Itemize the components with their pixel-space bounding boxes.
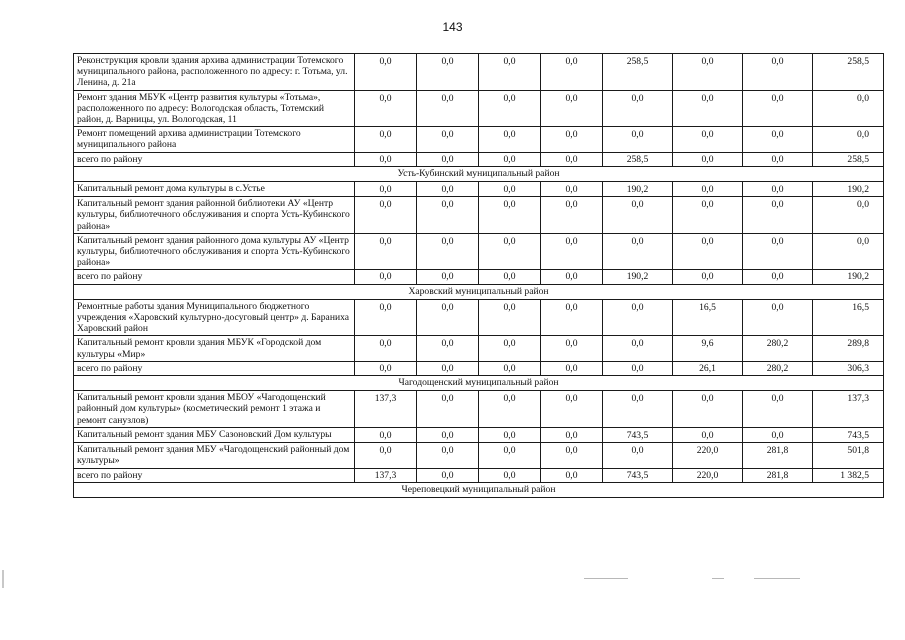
value-cell: 137,3 (355, 391, 417, 428)
value-cell: 0,0 (541, 427, 603, 442)
value-cell: 0,0 (673, 197, 743, 234)
value-cell: 0,0 (673, 391, 743, 428)
section-header-row (74, 284, 884, 299)
table-row (74, 443, 884, 468)
value-cell: 0,0 (603, 361, 673, 375)
district-total-row (74, 361, 884, 375)
value-cell: 0,0 (417, 54, 479, 91)
value-cell: 190,2 (603, 270, 673, 284)
scan-artifact-line (584, 578, 628, 579)
value-cell: 0,0 (673, 90, 743, 127)
value-cell: 0,0 (673, 152, 743, 166)
table-row (74, 54, 884, 91)
value-cell: 0,0 (479, 336, 541, 361)
value-cell: 0,0 (541, 336, 603, 361)
value-cell: 0,0 (541, 468, 603, 482)
value-cell: 137,3 (813, 391, 884, 428)
value-cell: 0,0 (355, 233, 417, 270)
value-cell: 0,0 (813, 233, 884, 270)
value-cell: 0,0 (541, 90, 603, 127)
value-cell: 0,0 (417, 90, 479, 127)
value-cell: 0,0 (813, 127, 884, 152)
value-cell: 0,0 (603, 197, 673, 234)
section-title: Усть-Кубинский муниципальный район (74, 166, 884, 181)
value-cell: 306,3 (813, 361, 884, 375)
section-header-row (74, 166, 884, 181)
section-header-row (74, 482, 884, 497)
value-cell: 743,5 (603, 468, 673, 482)
value-cell: 0,0 (479, 233, 541, 270)
value-cell: 0,0 (479, 468, 541, 482)
value-cell: 0,0 (479, 427, 541, 442)
object-name-cell: Капитальный ремонт здания МБУ Сазоновский Дом культуры (74, 427, 355, 442)
scan-artifact-line (712, 578, 724, 579)
value-cell: 0,0 (355, 90, 417, 127)
value-cell: 0,0 (417, 270, 479, 284)
value-cell: 0,0 (355, 127, 417, 152)
value-cell: 0,0 (603, 299, 673, 336)
section-header-row (74, 376, 884, 391)
total-label: всего по району (74, 152, 355, 166)
value-cell: 0,0 (479, 197, 541, 234)
value-cell: 0,0 (355, 270, 417, 284)
object-name-cell: Капитальный ремонт кровли здания МБОУ «Чагодощенский районный дом культуры» (косметический ремонт 1 этажа и ремонт санузлов) (74, 391, 355, 428)
value-cell: 16,5 (673, 299, 743, 336)
value-cell: 0,0 (673, 127, 743, 152)
total-label: всего по району (74, 361, 355, 375)
value-cell: 0,0 (417, 443, 479, 468)
object-name-cell: Капитальный ремонт здания МБУ «Чагодощенский районный дом культуры» (74, 443, 355, 468)
value-cell: 0,0 (479, 127, 541, 152)
value-cell: 0,0 (417, 233, 479, 270)
value-cell: 0,0 (355, 361, 417, 375)
value-cell: 220,0 (673, 468, 743, 482)
value-cell: 281,8 (743, 443, 813, 468)
value-cell: 0,0 (479, 90, 541, 127)
value-cell: 258,5 (813, 152, 884, 166)
value-cell: 0,0 (673, 233, 743, 270)
value-cell: 0,0 (743, 90, 813, 127)
value-cell: 26,1 (673, 361, 743, 375)
value-cell: 0,0 (479, 443, 541, 468)
value-cell: 0,0 (541, 127, 603, 152)
value-cell: 0,0 (603, 127, 673, 152)
value-cell: 0,0 (743, 233, 813, 270)
value-cell: 281,8 (743, 468, 813, 482)
value-cell: 0,0 (355, 336, 417, 361)
value-cell: 0,0 (813, 197, 884, 234)
value-cell: 0,0 (355, 152, 417, 166)
value-cell: 0,0 (355, 197, 417, 234)
value-cell: 0,0 (479, 182, 541, 197)
value-cell: 0,0 (417, 182, 479, 197)
value-cell: 0,0 (417, 391, 479, 428)
value-cell: 280,2 (743, 361, 813, 375)
value-cell: 258,5 (813, 54, 884, 91)
value-cell: 0,0 (355, 299, 417, 336)
value-cell: 0,0 (355, 443, 417, 468)
object-name-cell: Ремонт здания МБУК «Центр развития культуры «Тотьма», расположенного по адресу: Вологодская область, Тотемский район, д. Варницы, ул. Вологодская, 11 (74, 90, 355, 127)
object-name-cell: Ремонт помещений архива администрации Тотемского муниципального района (74, 127, 355, 152)
value-cell: 0,0 (541, 443, 603, 468)
value-cell: 190,2 (603, 182, 673, 197)
value-cell: 0,0 (541, 152, 603, 166)
value-cell: 0,0 (743, 270, 813, 284)
value-cell: 0,0 (417, 361, 479, 375)
section-title: Харовский муниципальный район (74, 284, 884, 299)
value-cell: 501,8 (813, 443, 884, 468)
value-cell: 0,0 (479, 152, 541, 166)
object-name-cell: Капитальный ремонт дома культуры в с.Устье (74, 182, 355, 197)
value-cell: 0,0 (743, 127, 813, 152)
table-row (74, 182, 884, 197)
value-cell: 0,0 (813, 90, 884, 127)
value-cell: 0,0 (417, 427, 479, 442)
value-cell: 0,0 (743, 152, 813, 166)
value-cell: 0,0 (479, 270, 541, 284)
value-cell: 0,0 (541, 270, 603, 284)
value-cell: 0,0 (743, 54, 813, 91)
value-cell: 190,2 (813, 182, 884, 197)
table-row (74, 197, 884, 234)
value-cell: 743,5 (603, 427, 673, 442)
value-cell: 0,0 (417, 152, 479, 166)
value-cell: 0,0 (673, 54, 743, 91)
section-title: Чагодощенский муниципальный район (74, 376, 884, 391)
value-cell: 9,6 (673, 336, 743, 361)
value-cell: 0,0 (479, 54, 541, 91)
value-cell: 280,2 (743, 336, 813, 361)
value-cell: 0,0 (541, 299, 603, 336)
page-number: 143 (442, 20, 463, 34)
value-cell: 0,0 (743, 391, 813, 428)
object-name-cell: Капитальный ремонт кровли здания МБУК «Городской дом культуры «Мир» (74, 336, 355, 361)
value-cell: 1 382,5 (813, 468, 884, 482)
object-name-cell: Капитальный ремонт здания районной библиотеки АУ «Центр культуры, библиотечного обслуживания и спорта Усть-Кубинского района» (74, 197, 355, 234)
value-cell: 0,0 (355, 182, 417, 197)
value-cell: 16,5 (813, 299, 884, 336)
table-row (74, 427, 884, 442)
table-row (74, 90, 884, 127)
value-cell: 0,0 (541, 391, 603, 428)
value-cell: 0,0 (355, 427, 417, 442)
value-cell: 0,0 (417, 336, 479, 361)
value-cell: 0,0 (743, 427, 813, 442)
table-row (74, 336, 884, 361)
value-cell: 0,0 (603, 233, 673, 270)
section-title: Череповецкий муниципальный район (74, 482, 884, 497)
table-body (74, 54, 884, 498)
district-total-row (74, 468, 884, 482)
total-label: всего по району (74, 270, 355, 284)
table-row (74, 391, 884, 428)
value-cell: 0,0 (743, 182, 813, 197)
value-cell: 0,0 (479, 299, 541, 336)
value-cell: 743,5 (813, 427, 884, 442)
value-cell: 220,0 (673, 443, 743, 468)
value-cell: 0,0 (541, 182, 603, 197)
value-cell: 0,0 (417, 468, 479, 482)
value-cell: 0,0 (417, 299, 479, 336)
object-name-cell: Ремонтные работы здания Муниципального бюджетного учреждения «Харовский культурно-досуговый центр» д. Бараниха Харовский район (74, 299, 355, 336)
value-cell: 0,0 (417, 197, 479, 234)
district-total-row (74, 270, 884, 284)
value-cell: 0,0 (355, 54, 417, 91)
value-cell: 258,5 (603, 152, 673, 166)
table-row (74, 127, 884, 152)
value-cell: 0,0 (603, 336, 673, 361)
value-cell: 0,0 (743, 299, 813, 336)
value-cell: 0,0 (417, 127, 479, 152)
value-cell: 0,0 (743, 197, 813, 234)
value-cell: 137,3 (355, 468, 417, 482)
value-cell: 0,0 (673, 182, 743, 197)
district-total-row (74, 152, 884, 166)
value-cell: 0,0 (673, 270, 743, 284)
value-cell: 258,5 (603, 54, 673, 91)
value-cell: 0,0 (541, 197, 603, 234)
object-name-cell: Реконструкция кровли здания архива администрации Тотемского муниципального района, расположенного по адресу: г. Тотьма, ул. Ленина, д. 21а (74, 54, 355, 91)
value-cell: 289,8 (813, 336, 884, 361)
value-cell: 190,2 (813, 270, 884, 284)
scan-margin-mark (2, 570, 4, 588)
value-cell: 0,0 (541, 361, 603, 375)
value-cell: 0,0 (673, 427, 743, 442)
scan-artifact-line (754, 578, 800, 579)
value-cell: 0,0 (541, 54, 603, 91)
table-row (74, 233, 884, 270)
object-name-cell: Капитальный ремонт здания районного дома культуры АУ «Центр культуры, библиотечного обслуживания и спорта Усть-Кубинского района» (74, 233, 355, 270)
table-row (74, 299, 884, 336)
value-cell: 0,0 (479, 391, 541, 428)
total-label: всего по району (74, 468, 355, 482)
value-cell: 0,0 (541, 233, 603, 270)
value-cell: 0,0 (603, 90, 673, 127)
value-cell: 0,0 (479, 361, 541, 375)
value-cell: 0,0 (603, 391, 673, 428)
budget-table (73, 53, 884, 498)
value-cell: 0,0 (603, 443, 673, 468)
